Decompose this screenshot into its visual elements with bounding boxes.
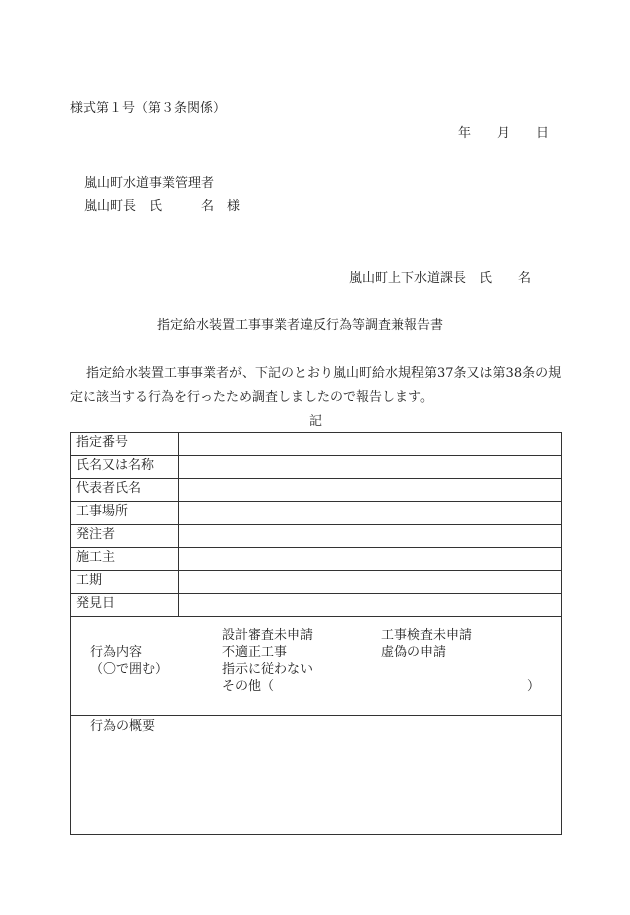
- report-table: [70, 432, 562, 835]
- act-content-cell: [71, 617, 562, 716]
- body-line1: 指定給水装置工事事業者が、下記のとおり嵐山町給水規程第37条又は第38条の規: [86, 366, 562, 381]
- act-option-other-close: ）: [527, 679, 541, 694]
- act-content-row: [71, 617, 562, 716]
- table-row: [71, 433, 562, 456]
- row-label: 氏名又は名称: [71, 456, 179, 479]
- row-label: 施工主: [71, 548, 179, 571]
- row-value[interactable]: [179, 525, 562, 548]
- act-option-inspection[interactable]: 工事検査未申請: [381, 628, 473, 643]
- act-option-improper-work[interactable]: 不適正工事: [222, 645, 288, 660]
- row-value[interactable]: [179, 502, 562, 525]
- act-label: 行為内容: [90, 645, 143, 660]
- date-line: [458, 126, 549, 142]
- act-option-false-application[interactable]: 虚偽の申請: [381, 645, 447, 660]
- row-label: 代表者氏名: [71, 479, 179, 502]
- act-sub-label: （〇で囲む）: [90, 662, 169, 677]
- act-option-other-open[interactable]: その他（: [222, 679, 275, 694]
- row-label: 工期: [71, 571, 179, 594]
- row-value[interactable]: [179, 594, 562, 617]
- body-line2: 定に該当する行為を行ったため調査しましたので報告します。: [70, 390, 433, 405]
- act-option-design-review[interactable]: 設計審査未申請: [222, 628, 314, 643]
- row-label: 工事場所: [71, 502, 179, 525]
- date-day: 日: [536, 126, 550, 141]
- table-row: [71, 571, 562, 594]
- row-value[interactable]: [179, 456, 562, 479]
- addressee-line2: 嵐山町長 氏 名 様: [84, 199, 241, 214]
- sender: 嵐山町上下水道課長 氏 名: [349, 271, 532, 286]
- summary-label: 行為の概要: [90, 719, 156, 734]
- form-number: 様式第１号（第３条関係）: [70, 101, 227, 116]
- summary-row: [71, 716, 562, 835]
- table-row: [71, 456, 562, 479]
- date-year: 年: [458, 126, 472, 141]
- summary-cell[interactable]: [71, 716, 562, 835]
- row-value[interactable]: [179, 548, 562, 571]
- act-option-disobey[interactable]: 指示に従わない: [222, 662, 314, 677]
- table-row: [71, 594, 562, 617]
- row-value[interactable]: [179, 479, 562, 502]
- row-label: 発見日: [71, 594, 179, 617]
- ki-heading: 記: [309, 414, 323, 429]
- row-value[interactable]: [179, 433, 562, 456]
- table-row: [71, 525, 562, 548]
- row-label: 発注者: [71, 525, 179, 548]
- table-row: [71, 502, 562, 525]
- date-month: 月: [497, 126, 511, 141]
- addressee-line1: 嵐山町水道事業管理者: [84, 176, 215, 191]
- table-row: [71, 479, 562, 502]
- table-row: [71, 548, 562, 571]
- row-value[interactable]: [179, 571, 562, 594]
- document-title: 指定給水装置工事事業者違反行為等調査兼報告書: [157, 318, 444, 333]
- row-label: 指定番号: [71, 433, 179, 456]
